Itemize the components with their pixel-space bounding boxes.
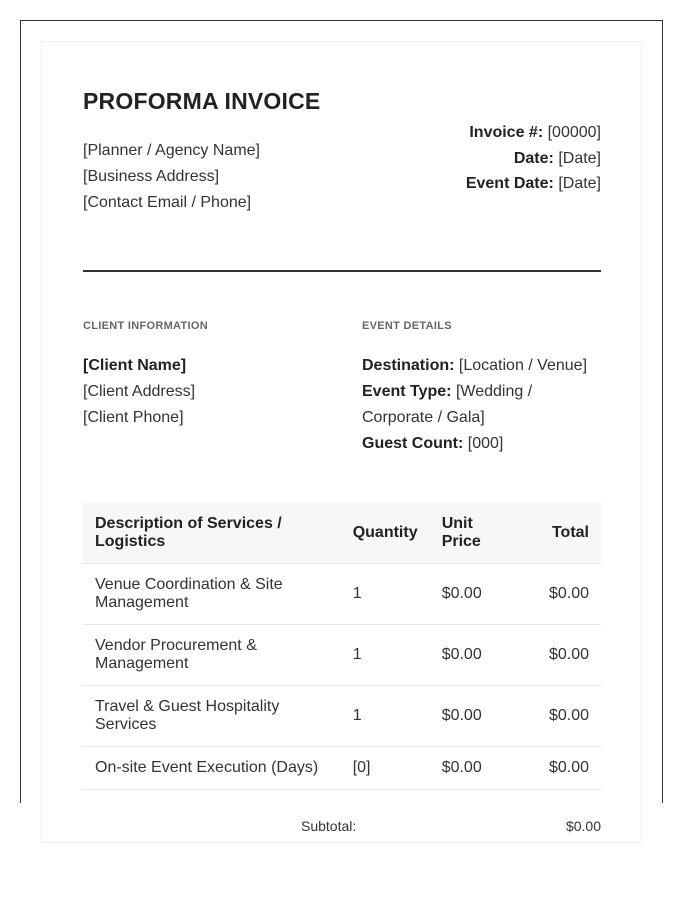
client-address: [Client Address] <box>83 383 196 400</box>
client-name: [Client Name] <box>83 357 187 374</box>
guest-count-line <box>362 431 602 457</box>
row-total: $0.00 <box>520 686 601 747</box>
event-date-value: [Date] <box>558 175 601 192</box>
planner-info <box>83 138 260 216</box>
row-quantity: [0] <box>341 747 430 790</box>
row-quantity: 1 <box>341 625 430 686</box>
subtotal-value: $0.00 <box>565 818 601 834</box>
client-info <box>83 353 195 431</box>
event-date-label: Event Date: <box>465 175 554 192</box>
invoice-meta <box>466 120 601 197</box>
invoice-page <box>41 41 642 843</box>
page-title: PROFORMA INVOICE <box>83 88 321 114</box>
contact-info: [Contact Email / Phone] <box>83 194 252 211</box>
row-total: $0.00 <box>520 625 601 686</box>
table-header-row <box>83 502 601 564</box>
event-date-line <box>466 171 601 197</box>
event-type-label: Event Type: <box>362 383 452 400</box>
table-row <box>83 625 601 686</box>
destination-label: Destination: <box>362 357 455 374</box>
row-quantity: 1 <box>341 686 430 747</box>
destination-value: [Location / Venue] <box>458 357 588 374</box>
business-address: [Business Address] <box>83 168 220 185</box>
event-type-line <box>362 379 602 431</box>
client-section-label: CLIENT INFORMATION <box>83 320 208 332</box>
row-total: $0.00 <box>520 747 601 790</box>
services-table <box>83 502 601 790</box>
client-phone: [Client Phone] <box>83 409 184 426</box>
document-frame <box>20 20 663 834</box>
invoice-date-label: Date: <box>513 149 554 167</box>
col-quantity-header: Quantity <box>341 502 430 564</box>
row-unit-price: $0.00 <box>430 564 520 625</box>
event-type-value: [Wedding / Corporate / Gala] <box>362 383 533 426</box>
row-unit-price: $0.00 <box>430 747 520 790</box>
col-description-header: Description of Services / Logistics <box>83 502 341 564</box>
planner-name: [Planner / Agency Name] <box>83 142 260 159</box>
row-unit-price: $0.00 <box>430 625 520 686</box>
table-row <box>83 747 601 790</box>
event-details <box>362 353 602 457</box>
invoice-number-label: Invoice #: <box>469 124 544 141</box>
col-unit-price-header: Unit Price <box>430 502 520 564</box>
event-section-label: EVENT DETAILS <box>362 320 452 332</box>
destination-line <box>362 353 602 379</box>
row-unit-price: $0.00 <box>430 686 520 747</box>
row-total: $0.00 <box>520 564 601 625</box>
row-description: Travel & Guest Hospitality Services <box>83 686 341 747</box>
invoice-number-value: [00000] <box>547 124 601 141</box>
table-row <box>83 686 601 747</box>
col-total-header: Total <box>520 502 601 564</box>
row-quantity: 1 <box>341 564 430 625</box>
guest-count-label: Guest Count: <box>362 435 464 452</box>
subtotal-label: Subtotal: <box>301 818 357 834</box>
invoice-date-line <box>466 146 601 172</box>
table-row <box>83 564 601 625</box>
row-description: Vendor Procurement & Management <box>83 625 341 686</box>
header-divider <box>83 270 601 272</box>
row-description: Venue Coordination & Site Management <box>83 564 341 625</box>
invoice-date-value: [Date] <box>558 149 601 167</box>
row-description: On-site Event Execution (Days) <box>83 747 341 790</box>
invoice-number-line <box>466 120 601 146</box>
guest-count-value: [000] <box>467 435 504 452</box>
